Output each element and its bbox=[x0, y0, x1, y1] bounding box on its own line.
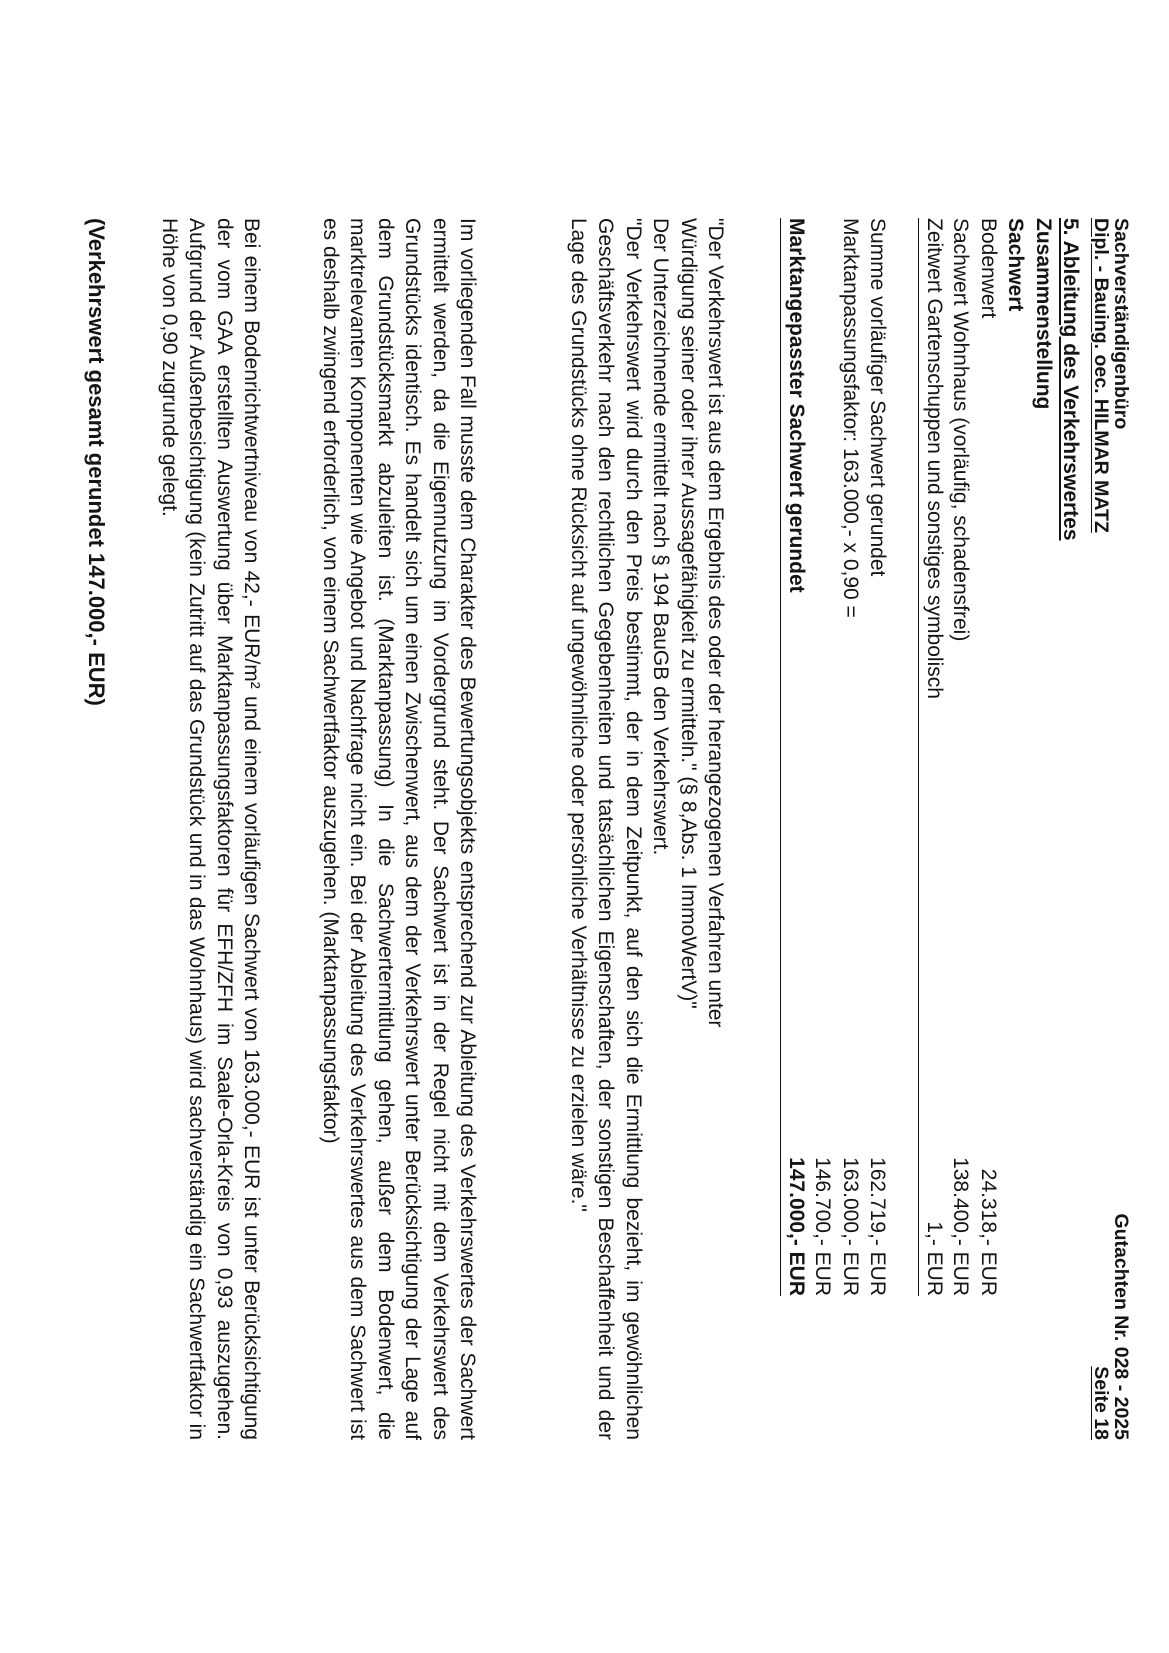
row-amount: 1,- EUR bbox=[922, 1221, 946, 1296]
paragraph-methodology: Im vorliegenden Fall musste dem Charakter des Bewertungsobjekts entsprechend zur Ableitung des Verkehrswertes der Sachwert ermittelt werden, da die Eigennutzung im Vordergrund steht. Der Sachwert ist in der Regel nicht mit dem Verkehrswert des Grundstücks identisch. Es handelt sich um einen Zwischenwert, aus dem der Verkehrswert unter Berücksichtigung der Lage auf dem Grundstücksmarkt abzuleiten ist. (Marktanpassung) In die Sachwertermittlung gehen, außer dem Bodenwert, die marktrelevanten Komponenten wie Angebot und Nachfrage nicht ein. Bei der Ableitung des Verkehrswertes aus dem Sachwert ist es deshalb zwingend erforderlich, von einem Sachwertfaktor auszugehen. (Marktanpassungsfaktor) bbox=[318, 218, 479, 1440]
office-name: Sachverständigenbüro bbox=[1110, 218, 1132, 430]
spacer-row bbox=[891, 218, 918, 1296]
market-value-definition: "Der Verkehrswert wird durch den Preis bestimmt, der in dem Zeitpunkt, auf den sich die Ermittlung bezieht, im gewöhnlichen Geschäftsverkehr nach den rechtlichen Gegebenheiten und tatsächlichen Eigenschaften, der sonstigen Beschaffenheit und der Lage des Grundstücks ohne Rücksicht auf ungewöhnliche oder persönliche Verhältnisse zu erzielen wäre." bbox=[566, 218, 645, 1440]
row-amount: 24.318,- EUR bbox=[976, 1168, 1000, 1296]
legal-quote bbox=[565, 218, 729, 1440]
final-market-value: (Verkehrswert gesamt gerundet 147.000,- EUR) bbox=[84, 218, 109, 706]
expert-name: Dipl. - Bauing. oec. HILMAR MATZ bbox=[1090, 218, 1112, 533]
row-label: Marktanpassungsfaktor: 163.000,- x 0,90 = bbox=[838, 218, 862, 618]
report-number: Gutachten Nr. 028 - 2025 bbox=[1110, 1213, 1132, 1440]
row-label: Marktangepasster Sachwert gerundet bbox=[784, 218, 808, 593]
summary-subheading-row bbox=[1002, 218, 1029, 1296]
row-label: Sachwert Wohnhaus (vorläufig, schadensfrei) bbox=[949, 218, 973, 642]
row-label: Summe vorläufiger Sachwert gerundet bbox=[866, 218, 890, 577]
quote-line: Der Unterzeichnende ermittelt nach § 194 BauGB den Verkehrswert. bbox=[649, 218, 673, 856]
row-amount: 146.700,- EUR bbox=[811, 1157, 835, 1296]
paragraph-market-adjustment: Bei einem Bodenrichtwertniveau von 42,- EUR/m² und einem vorläufigen Sachwert von 163.000,- EUR ist unter Berücksichtigung der vom GAA erstellten Auswertung über Marktanpassungsfaktoren für EFH/ZFH im Saale-Orla-Kreis von 0,93 auszugehen. Aufgrund der Außenbesichtigung (kein Zutritt auf das Grundstück und in das Wohnhaus) wird sachverständig ein Sachwertfaktor in Höhe von 0,90 zugrunde gelegt. bbox=[157, 218, 263, 1440]
total-row-final bbox=[780, 218, 808, 1296]
summary-row bbox=[918, 218, 946, 1296]
row-label: Bodenwert bbox=[976, 218, 1000, 319]
summary-subheading: Sachwert bbox=[1004, 218, 1027, 312]
quote-line: Würdigung seiner oder ihrer Aussagefähigkeit zu ermitteln." (§ 8,Abs. 1 ImmoWertV)" bbox=[676, 218, 700, 1009]
value-summary-table bbox=[780, 218, 1029, 1296]
quote-line: "Der Verkehrswert ist aus dem Ergebnis des oder der herangezogenen Verfahren unter bbox=[704, 218, 727, 1028]
row-amount: 163.000,- EUR bbox=[838, 1157, 862, 1296]
total-row bbox=[836, 218, 863, 1296]
summary-row bbox=[947, 218, 974, 1296]
row-label: Zeitwert Gartenschuppen und sonstiges symbolisch bbox=[922, 218, 946, 699]
row-amount: 138.400,- EUR bbox=[949, 1157, 973, 1296]
total-row bbox=[809, 218, 836, 1296]
section-title: 5. Ableitung des Verkehrswertes bbox=[1059, 218, 1082, 541]
row-amount: 147.000,- EUR bbox=[784, 1157, 808, 1296]
page-number: Seite 18 bbox=[1090, 1366, 1112, 1440]
summary-row bbox=[974, 218, 1001, 1296]
total-row bbox=[864, 218, 891, 1296]
summary-heading: Zusammenstellung bbox=[1032, 218, 1055, 410]
row-amount: 162.719,- EUR bbox=[866, 1157, 890, 1296]
